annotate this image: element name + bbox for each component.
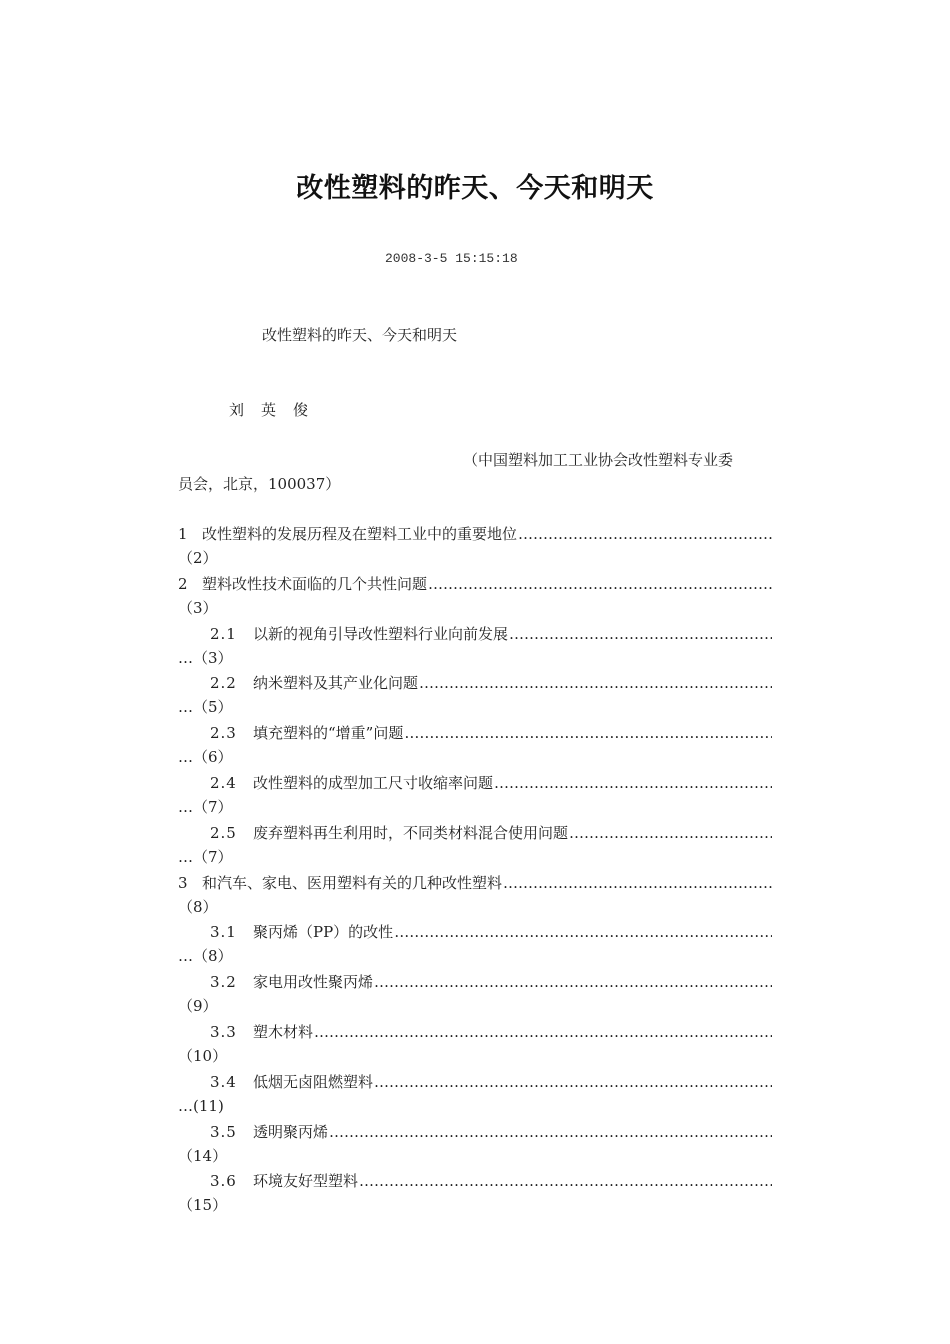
toc-dot-leader-continuation	[178, 848, 193, 866]
toc-dot-leader	[428, 572, 772, 596]
toc-entry-heading-line	[178, 1020, 772, 1044]
toc-entry	[178, 671, 772, 721]
toc-dot-leader	[569, 821, 772, 845]
toc-entry-title: 塑木材料	[253, 1022, 314, 1041]
toc-entry-heading-line	[178, 622, 772, 646]
toc-dot-leader	[314, 1020, 772, 1044]
toc-entry-heading-line	[178, 721, 772, 745]
toc-dot-leader-continuation	[178, 649, 193, 667]
toc-entry-page-line	[178, 596, 772, 620]
toc-dot-leader-continuation	[178, 947, 193, 965]
toc-entry-number: 1	[178, 525, 188, 543]
affiliation-line-2: 员会，北京，100037）	[178, 475, 341, 493]
toc-entry-page-line	[178, 944, 772, 968]
toc-page-number: （8）	[193, 947, 233, 966]
toc-page-number: （9）	[178, 997, 218, 1016]
toc-entry-page-line	[178, 1094, 772, 1118]
toc-entry-page-line	[178, 1044, 772, 1068]
toc-entry-heading-line	[178, 522, 772, 546]
toc-entry-number: 2	[178, 574, 188, 593]
toc-entry-heading-line	[178, 671, 772, 695]
toc-entry-title: 以新的视角引导改性塑料行业向前发展	[253, 624, 509, 643]
toc-entry-number: 2.5	[210, 823, 237, 842]
toc-entry-page-line	[178, 546, 772, 570]
toc-entry-title: 改性塑料的成型加工尺寸收缩率问题	[253, 773, 494, 792]
toc-entry-heading-line	[178, 1169, 772, 1193]
toc-entry	[178, 771, 772, 821]
toc-entry	[178, 622, 772, 672]
toc-entry-number: 3.1	[210, 923, 237, 942]
toc-entry-page-line	[178, 795, 772, 819]
toc-dot-leader	[374, 1070, 772, 1094]
toc-entry-number: 3.4	[210, 1072, 237, 1091]
toc-entry-heading-line	[178, 970, 772, 994]
toc-entry-title: 废弃塑料再生利用时，不同类材料混合使用问题	[253, 823, 569, 842]
toc-entry-number: 2.1	[210, 624, 237, 643]
affiliation-line-1: （中国塑料加工工业协会改性塑料专业委	[463, 451, 734, 469]
toc-entry-heading-line	[178, 821, 772, 845]
toc-entry-number: 2.3	[210, 724, 237, 743]
toc-dot-leader	[509, 622, 772, 646]
document-title: 改性塑料的昨天、今天和明天	[296, 173, 654, 204]
toc-entry	[178, 871, 772, 921]
toc-entry	[178, 1120, 772, 1170]
toc-entry-page-line	[178, 646, 772, 670]
toc-entry-title: 低烟无卤阻燃塑料	[253, 1072, 374, 1091]
toc-page-number: （15）	[178, 1196, 228, 1215]
toc-entry	[178, 522, 772, 572]
toc-page-number: （7）	[193, 847, 233, 866]
toc-entry-title: 纳米塑料及其产业化问题	[253, 674, 419, 693]
toc-entry-number: 3.6	[210, 1172, 237, 1191]
toc-dot-leader	[518, 522, 772, 546]
toc-entry-heading-line	[178, 572, 772, 596]
toc-entry-heading-line	[178, 1120, 772, 1144]
toc-entry-page-line	[178, 1144, 772, 1168]
toc-entry-number: 3	[178, 873, 188, 892]
toc-entry-page-line	[178, 745, 772, 769]
toc-page-number: （7）	[193, 797, 233, 816]
article-subtitle: 改性塑料的昨天、今天和明天	[262, 326, 458, 344]
toc-entry-title: 环境友好型塑料	[253, 1172, 359, 1191]
toc-entry-number: 3.3	[210, 1022, 237, 1041]
toc-entry	[178, 1169, 772, 1219]
toc-dot-leader-continuation	[178, 798, 193, 816]
toc-page-number: （10）	[178, 1046, 228, 1065]
toc-entry-title: 透明聚丙烯	[253, 1122, 329, 1141]
toc-entry	[178, 920, 772, 970]
toc-dot-leader	[404, 721, 772, 745]
toc-entry	[178, 721, 772, 771]
toc-entry-number: 3.5	[210, 1122, 237, 1141]
toc-page-number: （8）	[178, 897, 218, 916]
toc-dot-leader	[374, 970, 772, 994]
toc-entry-title: 聚丙烯（PP）的改性	[253, 923, 394, 942]
toc-entry-heading-line	[178, 920, 772, 944]
toc-entry-page-line	[178, 1193, 772, 1217]
toc-entry-heading-line	[178, 1070, 772, 1094]
toc-entry-title: 塑料改性技术面临的几个共性问题	[202, 574, 428, 593]
toc-entry-number: 3.2	[210, 973, 237, 992]
toc-dot-leader	[329, 1120, 772, 1144]
toc-entry-page-line	[178, 895, 772, 919]
toc-entry-number: 2.4	[210, 773, 237, 792]
toc-entry	[178, 1020, 772, 1070]
toc-entry-page-line	[178, 695, 772, 719]
toc-entry-title: 和汽车、家电、医用塑料有关的几种改性塑料	[202, 873, 503, 892]
toc-entry-heading-line	[178, 771, 772, 795]
toc-dot-leader-continuation	[178, 748, 193, 766]
table-of-contents	[178, 522, 772, 1219]
author-name: 刘英俊	[229, 401, 326, 419]
toc-page-number: （3）	[193, 648, 233, 667]
toc-dot-leader	[394, 920, 772, 944]
toc-entry	[178, 821, 772, 871]
toc-page-number: （3）	[178, 598, 218, 617]
toc-dot-leader	[494, 771, 772, 795]
toc-entry-title: 改性塑料的发展历程及在塑料工业中的重要地位	[202, 525, 518, 543]
toc-dot-leader-continuation	[178, 698, 193, 716]
toc-entry-number: 2.2	[210, 674, 237, 693]
toc-entry	[178, 572, 772, 622]
toc-entry-page-line	[178, 994, 772, 1018]
toc-dot-leader-continuation	[178, 1097, 193, 1115]
toc-dot-leader	[359, 1169, 772, 1193]
toc-page-number: （2）	[178, 549, 218, 567]
toc-entry	[178, 1070, 772, 1120]
toc-page-number: （14）	[178, 1146, 228, 1165]
toc-dot-leader	[419, 671, 772, 695]
toc-entry-page-line	[178, 845, 772, 869]
toc-page-number: （5）	[193, 698, 233, 717]
toc-entry-title: 家电用改性聚丙烯	[253, 973, 374, 992]
toc-entry	[178, 970, 772, 1020]
toc-page-number: (11)	[193, 1096, 224, 1115]
toc-entry-heading-line	[178, 871, 772, 895]
toc-dot-leader	[503, 871, 772, 895]
publish-date: 2008-3-5 15:15:18	[385, 251, 518, 266]
toc-page-number: （6）	[193, 748, 233, 767]
toc-entry-title: 填充塑料的“增重”问题	[253, 724, 404, 743]
